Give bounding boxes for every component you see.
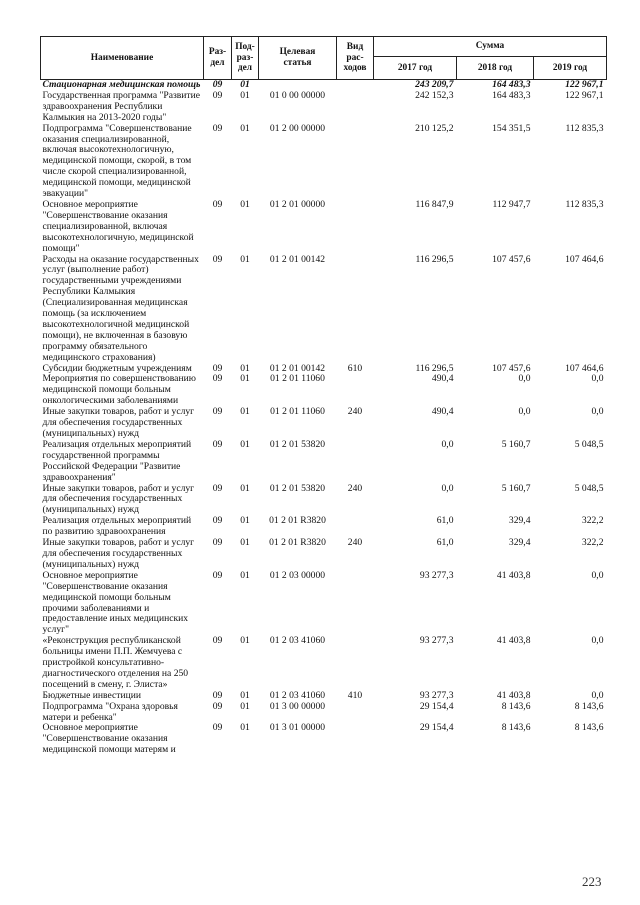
row-sum-2017: 116 296,5 — [415, 362, 454, 374]
row-sum-2019: 8 143,6 — [574, 722, 604, 734]
row-target-article: 01 2 01 R3820 — [269, 515, 326, 527]
row-razdel: 09 — [212, 722, 223, 734]
row-sum-2019: 122 967,1 — [534, 80, 607, 91]
row-name: Основное мероприятие "Совершенствование оказания медицинской помощи больным прочими заболеваниями и предоставление иных медицинских услуг" — [42, 569, 189, 636]
row-podrazdel: 01 — [240, 89, 250, 101]
row-expense-type — [337, 80, 374, 91]
row-sum-2019: 112 835,3 — [565, 122, 604, 134]
row-sum-2017: 93 277,3 — [419, 689, 454, 701]
row-target-article: 01 2 03 41060 — [269, 635, 326, 647]
row-target-article: 01 2 01 00142 — [269, 253, 326, 265]
table-row — [41, 440, 607, 484]
row-expense-type — [337, 255, 374, 364]
row-target-article: 01 3 00 00000 — [269, 700, 326, 712]
row-podrazdel: 01 — [240, 569, 250, 581]
row-sum-2019: 322,2 — [581, 515, 604, 527]
row-podrazdel: 01 — [240, 253, 250, 265]
row-sum-2018: 329,4 — [508, 515, 531, 527]
table-row — [41, 124, 607, 200]
row-razdel: 09 — [212, 635, 223, 647]
row-name: Реализация отдельных мероприятий государственной программы Российской Федерации "Развитие здравоохранения" — [42, 438, 192, 483]
table-row — [41, 255, 607, 364]
row-expense-type: 240 — [347, 482, 363, 494]
row-sum-2017: 116 847,9 — [415, 198, 454, 210]
row-target-article: 01 2 01 53820 — [269, 438, 326, 450]
row-sum-2019: 5 048,5 — [574, 482, 604, 494]
row-sum-2018: 107 457,6 — [492, 362, 531, 374]
table-row — [41, 484, 607, 517]
row-razdel: 09 — [212, 537, 223, 549]
row-podrazdel: 01 — [240, 482, 250, 494]
row-podrazdel: 01 — [240, 438, 250, 450]
header-sum: Сумма — [374, 37, 607, 57]
row-sum-2018: 164 483,3 — [492, 89, 531, 101]
row-sum-2017: 210 125,2 — [415, 122, 454, 134]
row-target-article: 01 2 01 00142 — [269, 362, 326, 374]
row-sum-2018: 41 403,8 — [496, 569, 531, 581]
row-podrazdel: 01 — [240, 122, 250, 134]
row-sum-2018: 0,0 — [518, 406, 531, 418]
row-razdel: 09 — [212, 482, 223, 494]
header-year-2018: 2018 год — [457, 57, 534, 80]
row-expense-type — [337, 124, 374, 200]
row-sum-2018: 107 457,6 — [492, 253, 531, 265]
page-number: 223 — [582, 874, 602, 889]
table-row — [41, 538, 607, 571]
row-sum-2017: 29 154,4 — [419, 700, 454, 712]
budget-table — [40, 36, 607, 756]
row-target-article: 01 2 01 R3820 — [269, 537, 326, 549]
row-razdel: 09 — [212, 198, 223, 210]
row-target-article: 01 2 03 00000 — [269, 569, 326, 581]
row-podrazdel: 01 — [232, 80, 259, 91]
table-row — [41, 702, 607, 724]
row-name: Мероприятия по совершенствованию медицинской помощи больным онкологическими заболеваниями — [42, 373, 196, 407]
row-sum-2017: 93 277,3 — [419, 635, 454, 647]
row-razdel: 09 — [212, 122, 223, 134]
row-name: Иные закупки товаров, работ и услуг для обеспечения государственных (муниципальных) нужд — [42, 406, 195, 439]
row-podrazdel: 01 — [240, 198, 250, 210]
row-sum-2018: 41 403,8 — [496, 635, 531, 647]
row-expense-type: 410 — [347, 689, 363, 701]
row-sum-2018: 329,4 — [508, 537, 531, 549]
row-razdel: 09 — [212, 438, 223, 450]
row-sum-2017: 0,0 — [441, 438, 454, 450]
row-razdel: 09 — [212, 515, 223, 527]
row-expense-type — [337, 702, 374, 724]
row-podrazdel: 01 — [240, 722, 250, 734]
row-sum-2018: 164 483,3 — [457, 80, 534, 91]
row-razdel: 09 — [212, 689, 223, 701]
row-expense-type — [337, 571, 374, 636]
row-sum-2017: 29 154,4 — [419, 722, 454, 734]
table-row — [41, 91, 607, 124]
header-target-article: Целевая статья — [259, 37, 337, 80]
header-podrazdel: Под- раз- дел — [232, 37, 259, 80]
row-razdel: 09 — [212, 406, 223, 418]
row-sum-2018: 5 160,7 — [501, 438, 531, 450]
row-razdel: 09 — [212, 253, 223, 265]
row-sum-2018: 0,0 — [518, 373, 531, 385]
row-sum-2019: 122 967,1 — [565, 89, 604, 101]
row-name: Подпрограмма "Совершенствование оказания специализированной, включая высокотехнологичную, медицинской помощи, скорой, в том числе скорой специализированной, медицинской помощи, медицинской эвакуации" — [42, 122, 192, 200]
row-target-article: 01 2 00 00000 — [269, 122, 326, 134]
row-razdel: 09 — [204, 80, 232, 91]
row-expense-type — [337, 91, 374, 124]
row-name: Субсидии бюджетным учреждениям — [42, 362, 192, 374]
row-podrazdel: 01 — [240, 515, 250, 527]
row-razdel: 09 — [212, 700, 223, 712]
row-razdel: 09 — [212, 362, 223, 374]
row-razdel: 09 — [212, 373, 223, 385]
row-sum-2019: 0,0 — [591, 635, 604, 647]
row-podrazdel: 01 — [240, 373, 250, 385]
table-body — [41, 80, 607, 757]
header-year-2019: 2019 год — [534, 57, 607, 80]
row-target-article: 01 2 01 00000 — [269, 198, 326, 210]
row-sum-2019: 0,0 — [591, 373, 604, 385]
row-podrazdel: 01 — [240, 689, 250, 701]
row-sum-2019: 0,0 — [591, 569, 604, 581]
row-name: Государственная программа "Развитие здравоохранения Республики Калмыкия на 2013-2020 годы" — [42, 89, 201, 123]
row-sum-2019: 107 464,6 — [565, 253, 604, 265]
row-target-article: 01 2 01 11060 — [270, 406, 325, 418]
table-row — [41, 636, 607, 691]
header-razdel: Раз- дел — [204, 37, 232, 80]
row-target-article: 01 2 01 53820 — [269, 482, 326, 494]
row-sum-2017: 243 209,7 — [374, 80, 457, 91]
row-expense-type: 610 — [347, 362, 363, 374]
row-name: Расходы на оказание государственных услуг (выполнение работ) государственными учреждениями Республики Калмыкия (Специализированная медицинская помощь (за исключением высокотехнологичной медицинской помощи), не включенная в базовую программу обязательного медицинского страхования) — [42, 253, 199, 363]
row-sum-2019: 5 048,5 — [574, 438, 604, 450]
table-row — [41, 200, 607, 255]
row-sum-2018: 112 947,7 — [492, 198, 531, 210]
row-podrazdel: 01 — [240, 700, 250, 712]
table-row — [41, 374, 607, 407]
row-sum-2018: 8 143,6 — [501, 722, 531, 734]
row-target-article: 01 3 01 00000 — [269, 722, 326, 734]
row-name: Основное мероприятие "Совершенствование оказания медицинской помощи матерям и — [42, 722, 176, 756]
row-podrazdel: 01 — [240, 635, 250, 647]
row-sum-2019: 322,2 — [581, 537, 604, 549]
row-sum-2019: 8 143,6 — [574, 700, 604, 712]
row-name: Иные закупки товаров, работ и услуг для обеспечения государственных (муниципальных) нужд — [42, 482, 195, 516]
row-name: Подпрограмма "Охрана здоровья матери и ребенка" — [42, 700, 178, 723]
row-target-article: 01 2 03 41060 — [269, 689, 326, 701]
table-row — [41, 407, 607, 440]
row-sum-2017: 93 277,3 — [419, 569, 454, 581]
row-podrazdel: 01 — [240, 362, 250, 374]
row-expense-type: 240 — [347, 406, 363, 418]
row-sum-2018: 5 160,7 — [501, 482, 531, 494]
header-name: Наименование — [41, 37, 204, 80]
row-sum-2018: 41 403,8 — [496, 689, 531, 701]
row-name: Иные закупки товаров, работ и услуг для обеспечения государственных (муниципальных) нужд — [42, 537, 195, 570]
row-expense-type — [337, 440, 374, 484]
header-expense-type: Вид рас- ходов — [337, 37, 374, 80]
table-row — [41, 723, 607, 756]
row-sum-2018: 8 143,6 — [501, 700, 531, 712]
row-name: Реализация отдельных мероприятий по развитию здравоохранения — [42, 515, 192, 538]
row-name: Бюджетные инвестиции — [42, 689, 141, 701]
row-sum-2017: 61,0 — [436, 515, 454, 527]
row-expense-type — [337, 516, 374, 538]
table-row — [41, 516, 607, 538]
row-sum-2019: 107 464,6 — [565, 362, 604, 374]
row-name: Стационарная медицинская помощь — [41, 80, 204, 91]
row-expense-type — [337, 636, 374, 691]
row-name: Основное мероприятие "Совершенствование оказания специализированной, включая высокотехнологичную, медицинской помощи" — [42, 198, 194, 254]
budget-document-page — [40, 36, 606, 756]
row-sum-2017: 0,0 — [441, 482, 454, 494]
header-year-2017: 2017 год — [374, 57, 457, 80]
row-sum-2017: 490,4 — [431, 406, 454, 418]
row-sum-2019: 0,0 — [591, 689, 604, 701]
row-sum-2017: 116 296,5 — [415, 253, 454, 265]
row-expense-type — [337, 374, 374, 407]
row-sum-2019: 0,0 — [591, 406, 604, 418]
row-expense-type: 240 — [347, 537, 363, 549]
table-header — [41, 37, 607, 80]
row-target-article: 01 2 01 11060 — [270, 373, 325, 385]
row-sum-2019: 112 835,3 — [565, 198, 604, 210]
table-row — [41, 571, 607, 636]
row-sum-2017: 61,0 — [436, 537, 454, 549]
row-podrazdel: 01 — [240, 537, 250, 549]
row-name: «Реконструкция республиканской больницы имени П.П. Жемчуева с пристройкой консультативно-диагностического отделения на 250 посещений в смену, г. Элиста» — [42, 635, 189, 690]
row-sum-2017: 242 152,3 — [415, 89, 454, 101]
row-expense-type — [337, 200, 374, 255]
row-sum-2017: 490,4 — [431, 373, 454, 385]
row-expense-type — [337, 723, 374, 756]
row-razdel: 09 — [212, 569, 223, 581]
row-razdel: 09 — [212, 89, 223, 101]
row-sum-2018: 154 351,5 — [492, 122, 531, 134]
row-target-article: 01 0 00 00000 — [269, 89, 326, 101]
row-podrazdel: 01 — [240, 406, 250, 418]
